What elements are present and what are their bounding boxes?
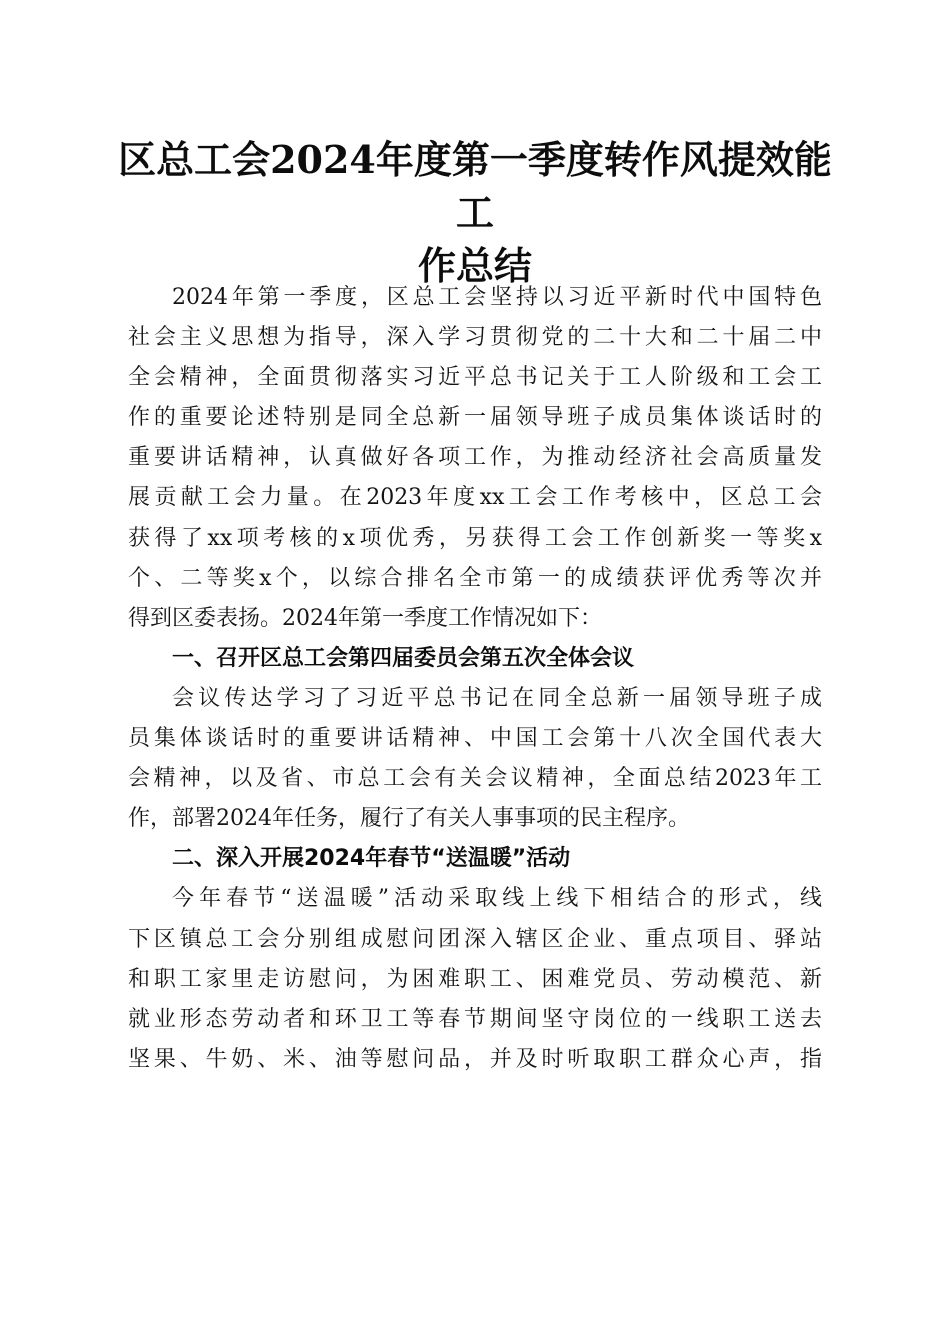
text-line: 2024年第一季度，区总工会坚持以习近平新时代中国特色 xyxy=(172,285,822,310)
text-line: 展贡献工会力量。在2023年度xx工会工作考核中，区总工会 xyxy=(128,485,822,511)
text-line: 获得了xx项考核的x项优秀，另获得工会工作创新奖一等奖x xyxy=(128,525,822,551)
text-line: 今年春节“送温暖”活动采取线上线下相结合的形式，线 xyxy=(172,886,822,912)
text-line: 会议传达学习了习近平总书记在同全总新一届领导班子成 xyxy=(172,685,822,711)
text-line: 重要讲话精神，认真做好各项工作，为推动经济社会高质量发 xyxy=(128,445,822,471)
text-line: 作的重要论述特别是同全总新一届领导班子成员集体谈话时的 xyxy=(128,405,822,431)
text-line: 得到区委表扬。2024年第一季度工作情况如下： xyxy=(128,605,602,631)
document-title xyxy=(110,133,840,292)
title-line-2: 作总结 xyxy=(417,243,532,288)
text-line: 作，部署2024年任务，履行了有关人事事项的民主程序。 xyxy=(128,806,690,832)
text-line: 就业形态劳动者和环卫工等春节期间坚守岗位的一线职工送去 xyxy=(128,1006,822,1032)
text-line: 个、二等奖x个，以综合排名全市第一的成绩获评优秀等次并 xyxy=(128,565,822,591)
text-line: 会精神，以及省、市总工会有关会议精神，全面总结2023年工 xyxy=(128,766,822,792)
text-line: 坚果、牛奶、米、油等慰问品，并及时听取职工群众心声，指 xyxy=(128,1046,822,1072)
title-line-1: 区总工会2024年度第一季度转作风提效能工 xyxy=(118,137,832,235)
text-line: 下区镇总工会分别组成慰问团深入辖区企业、重点项目、驿站 xyxy=(128,926,822,952)
paragraph-warmth-campaign xyxy=(128,879,822,1079)
text-line: 社会主义思想为指导，深入学习贯彻党的二十大和二十届二中 xyxy=(128,325,822,351)
document-body xyxy=(128,278,822,1080)
text-line: 全会精神，全面贯彻落实习近平总书记关于工人阶级和工会工 xyxy=(128,365,822,391)
paragraph-intro xyxy=(128,278,822,639)
section-heading-1: 一、召开区总工会第四届委员会第五次全体会议 xyxy=(172,645,635,671)
text-line: 和职工家里走访慰问，为困难职工、困难党员、劳动模范、新 xyxy=(128,966,822,992)
section-heading-2: 二、深入开展2024年春节“送温暖”活动 xyxy=(172,846,571,872)
text-line: 员集体谈话时的重要讲话精神、中国工会第十八次全国代表大 xyxy=(128,726,822,752)
paragraph-meeting xyxy=(128,679,822,839)
